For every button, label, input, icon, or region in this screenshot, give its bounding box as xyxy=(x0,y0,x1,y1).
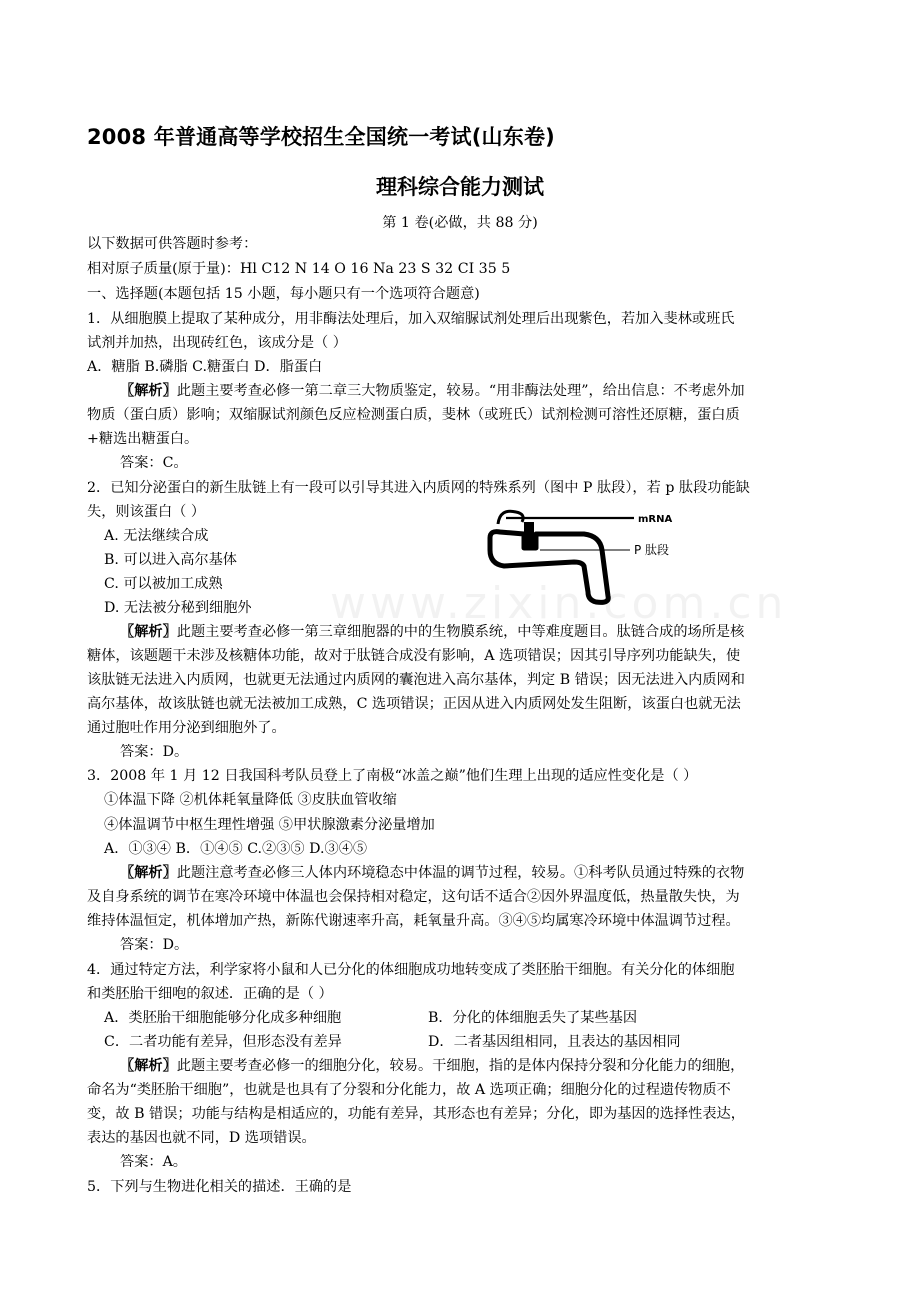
reference-intro: 以下数据可供答题时参考： xyxy=(87,236,258,252)
q2-option-a: A. 无法继续合成 xyxy=(104,528,209,544)
q2-analysis-line5: 通过胞吐作用分泌到细胞外了。 xyxy=(87,720,286,736)
watermark: www.zixin.com.cn xyxy=(330,578,788,629)
q5-stem: 5．下列与生物进化相关的描述．王确的是 xyxy=(87,1179,352,1195)
analysis-tag: 〖解析〗 xyxy=(120,865,177,881)
q4-analysis-line1: 〖解析〗此题主要考查必修一的细胞分化，较易。干细胞，指的是体内保持分裂和分化能力的细胞， xyxy=(120,1058,745,1074)
peptide-diagram xyxy=(484,500,684,610)
q3-answer: 答案：D。 xyxy=(120,937,189,953)
section-heading: 第 1 卷(必做，共 88 分) xyxy=(382,215,538,231)
q3-items-line2: ④体温调节中枢生理性增强 ⑤甲状腺激素分泌量增加 xyxy=(104,817,435,833)
exam-subtitle: 理科综合能力测试 xyxy=(376,175,544,199)
part-heading: 一、选择题(本题包括 15 小题，每小题只有一个选项符合题意) xyxy=(87,286,480,302)
q3-analysis-line3: 维持体温恒定，机体增加产热，新陈代谢速率升高，耗氧量升高。③④⑤均属寒冷环境中体温调节过程。 xyxy=(87,913,740,929)
q2-stem-line1: 2．已知分泌蛋白的新生肽链上有一段可以引导其进入内质网的特殊系列（图中 P 肽段），若 p 肽段功能缺 xyxy=(87,480,750,496)
q2-stem-line2: 失，则该蛋白（ ） xyxy=(87,504,206,520)
q4-option-b: B．分化的体细胞丢失了某些基因 xyxy=(428,1010,638,1026)
q4-option-c: C．二者功能有差异，但形态没有差异 xyxy=(104,1034,342,1050)
q3-options: A．①③④ B．①④⑤ C.②③⑤ D.③④⑤ xyxy=(104,841,368,857)
q4-stem-line2: 和类胚胎干细咆的叙述．正确的是（ ） xyxy=(87,986,333,1002)
q1-stem-line2: 试剂并加热，出现砖红色，该成分是（ ） xyxy=(87,335,347,351)
q2-option-d: D. 无法被分秘到细胞外 xyxy=(104,600,252,616)
q1-stem-line1: 1．从细胞膜上提取了某种成分，用非酶法处理后，加入双缩脲试剂处理后出现紫色，若加入斐林或班氏 xyxy=(87,311,735,327)
q2-analysis-line3: 该肽链无法进入内质网，也就更无法通过内质网的囊泡进入高尔基体，判定 B 错误；因无法进入内质网和 xyxy=(87,672,745,688)
q4-analysis-line2: 命名为“类胚胎干细胞”，也就是也具有了分裂和分化能力，故 A 选项正确；细胞分化的过程遗传物质不 xyxy=(87,1082,731,1098)
q2-option-b: B. 可以进入高尔基体 xyxy=(104,552,237,568)
er-membrane xyxy=(490,532,608,603)
q4-option-d: D．二者基因组相同，且表达的基因相同 xyxy=(428,1034,681,1050)
q2-analysis-line2: 糖体，该题题干未涉及核糖体功能，故对于肽链合成没有影响，A 选项错误；因其引导序列功能缺失，使 xyxy=(87,648,741,664)
q2-option-c: C. 可以被加工成熟 xyxy=(104,576,223,592)
q3-items-line1: ①体温下降 ②机体耗氧量降低 ③皮肤血管收缩 xyxy=(104,792,397,808)
analysis-tag: 〖解析〗 xyxy=(120,1058,177,1074)
q3-stem: 3．2008 年 1 月 12 日我国科考队员登上了南极“冰盖之巅”他们生理上出现的适应性变化是（ ） xyxy=(87,768,698,784)
q4-option-a: A．类胚胎干细胞能够分化成多种细胞 xyxy=(104,1010,342,1026)
q1-analysis-line3: +糖选出糖蛋白。 xyxy=(87,431,199,447)
q2-answer: 答案：D。 xyxy=(120,744,189,760)
q1-analysis-line1: 〖解析〗此题主要考查必修一第二章三大物质鉴定，较易。“用非酶法处理”，给出信息：不考虑外加 xyxy=(120,383,745,399)
analysis-tag: 〖解析〗 xyxy=(120,624,177,640)
mrna-label: mRNA xyxy=(638,514,673,525)
p-peptide-label: P 肽段 xyxy=(634,543,670,557)
q4-answer: 答案：A。 xyxy=(120,1154,187,1170)
atomic-masses: 相对原子质量(原于量)：Hl C12 N 14 O 16 Na 23 S 32 CI 35 5 xyxy=(87,261,511,277)
q1-analysis-line2: 物质（蛋白质）影响；双缩脲试剂颜色反应检测蛋白质，斐林（或班氏）试剂检测可溶性还原糖，蛋白质 xyxy=(87,407,740,423)
q2-analysis-line4: 高尔基体，故该肽链也就无法被加工成熟，C 选项错误；正因从进入内质网处发生阻断，该蛋白也就无法 xyxy=(87,696,741,712)
q1-answer: 答案：C。 xyxy=(120,455,188,471)
analysis-tag: 〖解析〗 xyxy=(120,383,177,399)
q4-analysis-line4: 表达的基因也就不同，D 选项错误。 xyxy=(87,1130,316,1146)
q4-analysis-line3: 变，故 B 错误；功能与结构是相适应的，功能有差异，其形态也有差异；分化，即为基因的选择性表达， xyxy=(87,1106,745,1122)
q2-analysis-line1: 〖解析〗此题主要考查必修一第三章细胞器的中的生物膜系统，中等难度题目。肽链合成的场所是核 xyxy=(120,624,745,640)
q3-analysis-line1: 〖解析〗此题注意考查必修三人体内环境稳态中体温的调节过程，较易。①科考队员通过特殊的衣物 xyxy=(120,865,745,881)
exam-title: 2008 年普通高等学校招生全国统一考试(山东卷) xyxy=(87,125,555,149)
q3-analysis-line2: 及自身系统的调节在寒冷环境中体温也会保持相对稳定，这句话不适合②因外界温度低，热量散失快，为 xyxy=(87,889,740,905)
q1-options: A．糖脂 B.磷脂 C.糖蛋白 D．脂蛋白 xyxy=(87,359,323,375)
q4-stem-line1: 4．通过特定方法，利学家将小鼠和人已分化的体细胞成功地转变成了类胚胎干细胞。有关分化的体细胞 xyxy=(87,962,735,978)
